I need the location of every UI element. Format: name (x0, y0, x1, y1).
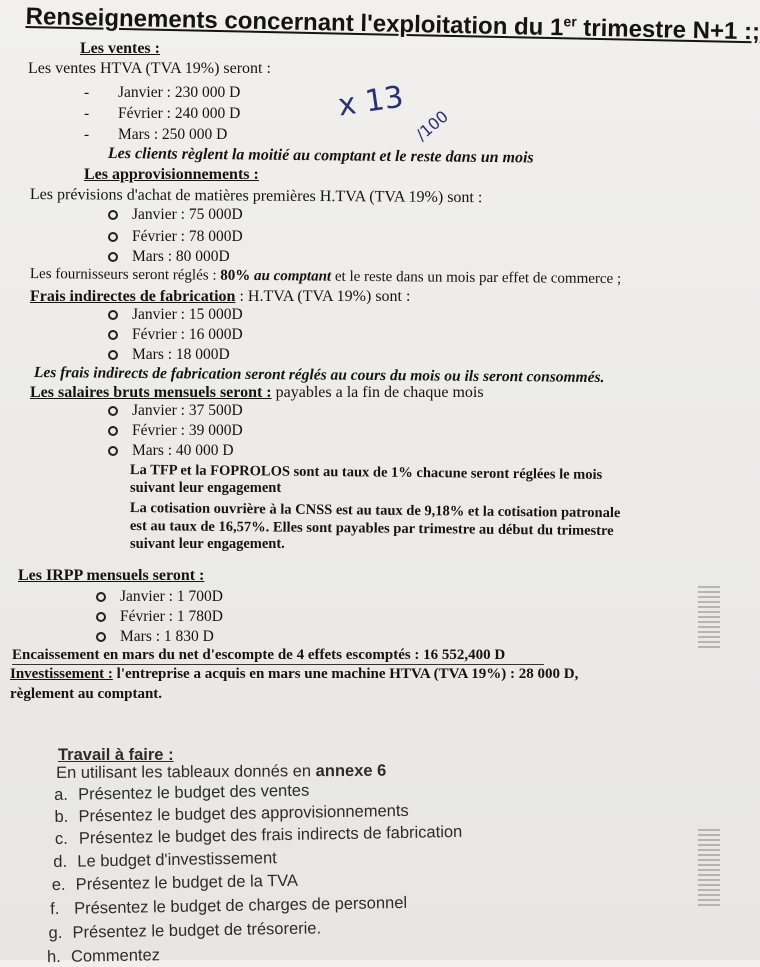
task-item: f. Présentez le budget de charges de personnel (49, 893, 408, 919)
bullet-icon (96, 592, 106, 602)
binding-mark (698, 584, 720, 648)
salaires-item: Janvier : 37 500D (108, 402, 243, 420)
appro-item: Mars : 80 000D (108, 248, 230, 266)
investissement-line-2: règlement au comptant. (10, 686, 163, 702)
frais-heading: Frais indirectes de fabrication : H.TVA (TVA 19%) sont : (30, 288, 411, 305)
binding-mark (698, 826, 720, 906)
ventes-heading: Les ventes : (80, 40, 160, 57)
appro-heading: Les approvisionnements : (84, 166, 259, 183)
salaires-heading: Les salaires bruts mensuels seront : payables a la fin de chaque mois (30, 384, 484, 401)
task-item: h. Commentez (46, 946, 161, 967)
appro-intro: Les prévisions d'achat de matières premières H.TVA (TVA 19%) sont : (29, 186, 483, 207)
bullet-icon (96, 612, 106, 622)
cnss-line-1: La cotisation ouvrière à la CNSS est au taux de 9,18% et la cotisation patronale (129, 500, 621, 522)
irpp-heading: Les IRPP mensuels seront : (18, 567, 205, 584)
encaissement-line: Encaissement en mars du net d'escompte de 4 effets escomptés : 16 552,400 D (12, 647, 506, 663)
title-end: trimestre N+1 :; (576, 14, 760, 46)
tfp-line-2: suivant leur engagement (130, 480, 282, 496)
frais-note: Les frais indirects de fabrication seront réglés au cours du mois ou ils seront consommés. (33, 364, 605, 386)
cnss-line-3: suivant leur engagement. (130, 536, 285, 552)
handwritten-fraction: /100 (412, 106, 452, 145)
irpp-item: Février : 1 780D (96, 608, 223, 626)
appro-note: Les fournisseurs seront réglés : 80% au comptant et le reste dans un mois par effet de commerce ; (29, 266, 622, 288)
handwritten-grade: x 13 (335, 79, 406, 124)
cnss-line-2: est au taux de 16,57%. Elles sont payables par trimestre au début du trimestre (129, 518, 614, 540)
travail-intro: En utilisant les tableaux donnés en annexe 6 (56, 761, 387, 782)
salaires-item: Février : 39 000D (108, 422, 243, 440)
title-superscript: er (563, 13, 577, 30)
task-item: b. Présentez le budget des approvisionnements (54, 801, 409, 826)
title-text: Renseignements concernant l'exploitation du 1 (25, 2, 564, 42)
underline-divider (12, 664, 544, 665)
ventes-item: - Janvier : 230 000 D (84, 84, 241, 101)
irpp-item: Janvier : 1 700D (96, 588, 223, 606)
bullet-icon (108, 252, 118, 262)
bullet-icon (96, 632, 106, 642)
bullet-icon (108, 426, 118, 436)
task-item: c. Présentez le budget des frais indirects de fabrication (54, 822, 463, 848)
investissement-line: Investissement : l'entreprise a acquis en mars une machine HTVA (TVA 19%) : 28 000 D, (10, 666, 579, 682)
bullet-icon (108, 350, 118, 360)
appro-item: Janvier : 75 000D (108, 206, 243, 224)
bullet-icon (108, 330, 118, 340)
ventes-item: - Mars : 250 000 D (84, 126, 228, 143)
appro-item: Février : 78 000D (108, 228, 243, 246)
irpp-item: Mars : 1 830 D (96, 628, 214, 646)
ventes-item: - Février : 240 000 D (84, 105, 241, 122)
bullet-icon (108, 210, 118, 220)
task-item: a. Présentez le budget des ventes (54, 781, 310, 804)
bullet-icon (108, 310, 118, 320)
frais-item: Mars : 18 000D (108, 346, 230, 364)
bullet-icon (108, 406, 118, 416)
ventes-intro: Les ventes HTVA (TVA 19%) seront : (28, 60, 271, 77)
task-item: g. Présentez le budget de trésorerie. (48, 919, 322, 943)
tfp-line-1: La TFP et la FOPROLOS sont au taux de 1% chacune seront réglées le mois (129, 462, 603, 483)
salaires-item: Mars : 40 000 D (108, 442, 234, 460)
frais-item: Février : 16 000D (108, 326, 243, 344)
frais-item: Janvier : 15 000D (108, 306, 243, 324)
task-item: d. Le budget d'investissement (53, 849, 277, 872)
ventes-note: Les clients règlent la moitié au comptant et le reste dans un mois (107, 145, 534, 167)
bullet-icon (108, 232, 118, 242)
bullet-icon (108, 446, 118, 456)
travail-heading: Travail à faire : (58, 746, 174, 764)
task-item: e. Présentez le budget de la TVA (51, 871, 299, 895)
